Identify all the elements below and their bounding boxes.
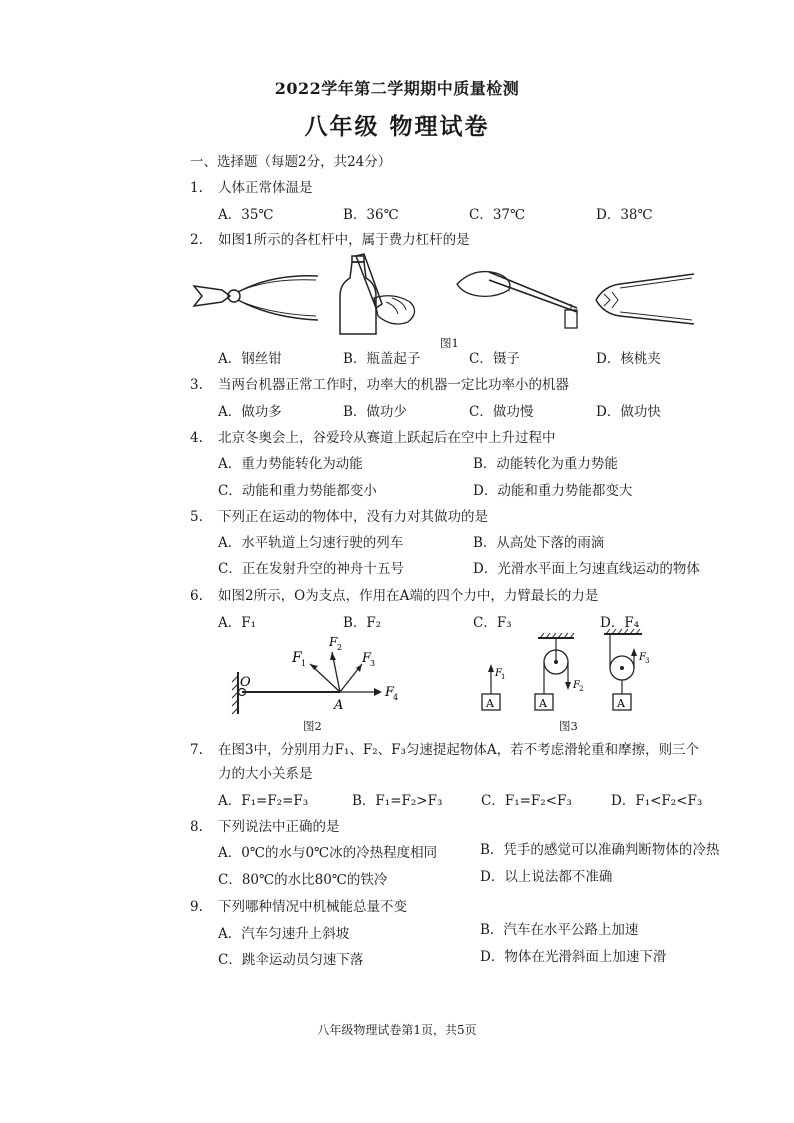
q8-option-a: A．0℃的水与0℃冰的冷热程度相同: [218, 845, 438, 861]
fig3-pulley-diagram: [470, 632, 670, 718]
q5-option-b: B．从高处下落的雨滴: [473, 535, 605, 551]
q1-option-b: B．36℃: [343, 207, 399, 223]
q2-option-b: B．瓶盖起子: [343, 351, 421, 367]
q7-option-a: A．F₁=F₂=F₃: [218, 793, 309, 809]
question-3: 3. 当两台机器正常工作时，功率大的机器一定比功率小的机器: [190, 377, 569, 393]
fig2-label-f1-sub: 1: [301, 659, 307, 668]
q9-option-d: D．物体在光滑斜面上加速下滑: [480, 949, 667, 965]
fig3-caption: 图3: [559, 719, 578, 733]
q4-option-a: A．重力势能转化为动能: [218, 456, 363, 472]
q4-option-c: C．动能和重力势能都变小: [218, 483, 377, 499]
fig3-label-f2: F: [573, 680, 580, 691]
q3-option-c: C．做功慢: [469, 404, 534, 420]
q3-option-a: A．做功多: [218, 404, 282, 420]
q2-option-a: A．钢丝钳: [218, 351, 282, 367]
fig2-label-f3-sub: 3: [370, 659, 376, 668]
fig1-caption: 图1: [440, 336, 459, 350]
fig2-label-f4-sub: 4: [393, 693, 399, 702]
fig3-label-f1: F: [495, 668, 502, 679]
q6-option-d: D．F₄: [600, 615, 640, 631]
fig2-label-a: A: [334, 698, 344, 713]
question-5: 5. 下列正在运动的物体中，没有力对其做功的是: [190, 509, 488, 525]
q6-option-c: C．F₃: [473, 615, 512, 631]
fig2-label-f4: F: [385, 685, 395, 700]
q5-option-a: A．水平轨道上匀速行驶的列车: [218, 535, 404, 551]
q5-option-d: D．光滑水平面上匀速直线运动的物体: [473, 561, 700, 577]
q6-option-a: A．F₁: [218, 615, 257, 631]
q1-option-d: D．38℃: [596, 207, 653, 223]
q6-option-b: B．F₂: [343, 615, 382, 631]
question-1: 1. 人体正常体温是: [190, 180, 313, 196]
q9-option-a: A．汽车匀速升上斜坡: [218, 926, 350, 942]
question-4: 4. 北京冬奥会上，谷爱玲从赛道上跃起后在空中上升过程中: [190, 430, 556, 446]
fig3-label-f3-sub: 3: [645, 657, 650, 665]
fig3-label-f2-sub: 2: [579, 685, 584, 693]
q1-option-a: A．35℃: [218, 207, 274, 223]
q8-option-c: C．80℃的水比80℃的铁冷: [218, 872, 388, 888]
fig1-pliers-illustration: [192, 268, 322, 328]
q2-option-d: D．核桃夹: [596, 351, 661, 367]
question-7: 7. 在图3中，分别用力F₁、F₂、F₃匀速提起物体A，若不考虑滑轮重和摩擦，则三个: [190, 742, 700, 758]
fig1-tweezers-illustration: [455, 258, 585, 334]
fig2-label-f2-sub: 2: [337, 643, 343, 652]
fig2-label-f1: F: [292, 650, 302, 666]
fig2-caption: 图2: [303, 719, 322, 733]
question-7-continued: 力的大小关系是: [218, 766, 313, 782]
fig3-block-3: A: [617, 697, 625, 710]
fig1-nutcracker-illustration: [594, 270, 698, 328]
q2-option-c: C．镊子: [469, 351, 520, 367]
fig1-bottle-opener-illustration: [334, 252, 426, 336]
q5-option-c: C．正在发射升空的神舟十五号: [218, 561, 404, 577]
q8-option-b: B．凭手的感觉可以准确判断物体的冷热: [480, 842, 720, 858]
fig2-label-f3: F: [362, 651, 372, 666]
fig2-lever-diagram: [230, 632, 400, 718]
fig3-label-f1-sub: 1: [501, 673, 506, 681]
q9-option-b: B．汽车在水平公路上加速: [480, 922, 639, 938]
q9-option-c: C．跳伞运动员匀速下落: [218, 952, 364, 968]
question-9: 9. 下列哪种情况中机械能总量不变: [190, 899, 407, 915]
q7-option-d: D．F₁<F₂<F₃: [611, 793, 703, 809]
q3-option-d: D．做功快: [596, 404, 661, 420]
question-6: 6. 如图2所示，O为支点，作用在A端的四个力中，力臂最长的力是: [190, 588, 599, 604]
q3-option-b: B．做功少: [343, 404, 407, 420]
fig2-label-f2: F: [329, 635, 338, 649]
q7-option-b: B．F₁=F₂>F₃: [352, 793, 443, 809]
fig2-label-o: O: [240, 675, 251, 690]
page-title: 2022学年第二学期期中质量检测: [274, 79, 520, 98]
q7-option-c: C．F₁=F₂<F₃: [481, 793, 572, 809]
q4-option-d: D．动能和重力势能都变大: [473, 483, 633, 499]
question-8: 8. 下列说法中正确的是: [190, 819, 340, 835]
page-subtitle: 八年级 物理试卷: [304, 113, 490, 140]
q1-option-c: C．37℃: [469, 207, 526, 223]
q8-option-d: D．以上说法都不准确: [480, 869, 613, 885]
page-footer: 八年级物理试卷第1页，共5页: [317, 1023, 477, 1037]
section-heading: 一、选择题（每题2分，共24分）: [190, 154, 392, 170]
fig3-block-1: A: [486, 697, 494, 710]
fig3-label-f3: F: [639, 652, 646, 663]
q4-option-b: B．动能转化为重力势能: [473, 456, 618, 472]
question-2: 2. 如图1所示的各杠杆中，属于费力杠杆的是: [190, 232, 470, 248]
fig3-block-2: A: [539, 697, 547, 710]
